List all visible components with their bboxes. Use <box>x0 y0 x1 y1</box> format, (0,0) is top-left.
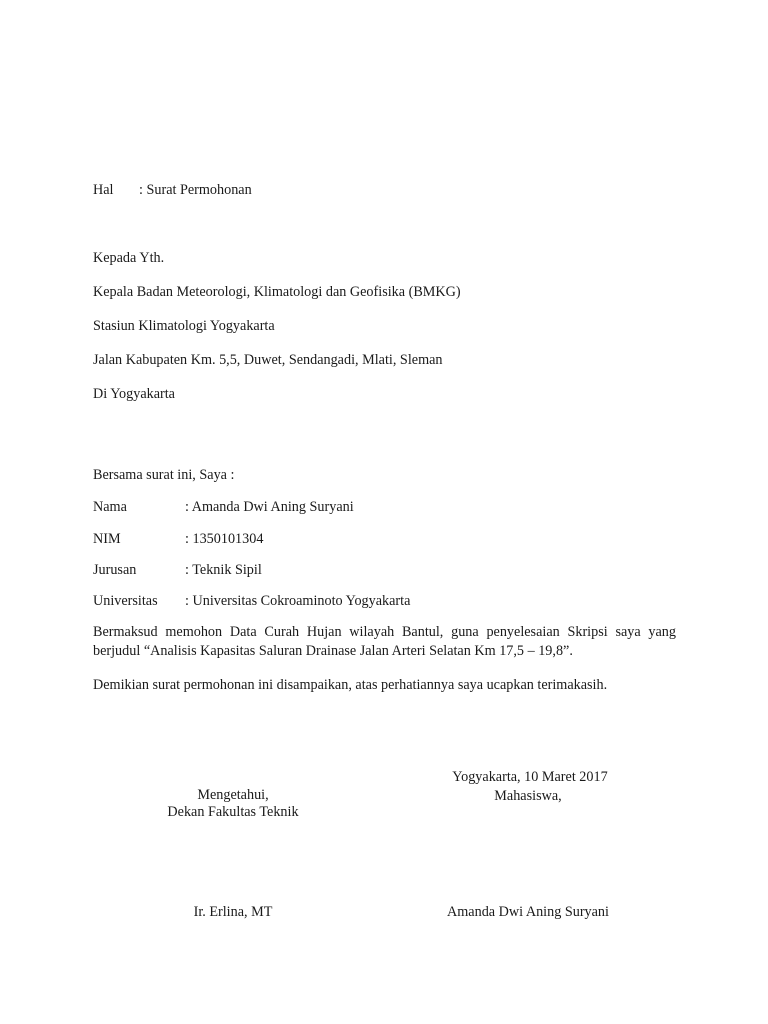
request-paragraph: Bermaksud memohon Data Curah Hujan wilayah Bantul, guna penyelesaian Skripsi saya yang berjudul “Analisis Kapasitas Saluran Drainase Jalan Arteri Selatan Km 17,5 – 19,8”. <box>93 624 676 659</box>
right-signature-line1: Mahasiswa, <box>494 788 562 804</box>
recipient-line: Stasiun Klimatologi Yogyakarta <box>93 318 275 334</box>
field-row-universitas <box>93 592 410 610</box>
field-label: Universitas <box>93 593 158 609</box>
field-value: : 1350101304 <box>185 531 264 547</box>
subject-line <box>93 181 252 199</box>
recipient-line: Kepala Badan Meteorologi, Klimatologi dan Geofisika (BMKG) <box>93 284 461 300</box>
field-value: : Universitas Cokroaminoto Yogyakarta <box>185 593 411 609</box>
subject-value: : Surat Permohonan <box>139 182 252 198</box>
place-date: Yogyakarta, 10 Maret 2017 <box>452 769 608 785</box>
closing-paragraph: Demikian surat permohonan ini disampaikan, atas perhatiannya saya ucapkan terimakasih. <box>93 677 608 693</box>
left-signature-title: Dekan Fakultas Teknik <box>167 804 299 820</box>
left-signature-line1: Mengetahui, <box>197 787 269 803</box>
subject-label: Hal <box>93 182 114 198</box>
recipient-line: Di Yogyakarta <box>93 386 175 402</box>
field-label: Jurusan <box>93 562 137 578</box>
right-signatory-name: Amanda Dwi Aning Suryani <box>447 904 609 920</box>
recipient-greeting: Kepada Yth. <box>93 250 165 266</box>
left-signatory-name: Ir. Erlina, MT <box>193 904 273 920</box>
field-value: : Amanda Dwi Aning Suryani <box>185 499 354 515</box>
field-row-jurusan <box>93 561 262 579</box>
field-value: : Teknik Sipil <box>185 562 262 578</box>
body-intro: Bersama surat ini, Saya : <box>93 467 235 483</box>
field-row-nama <box>93 498 354 516</box>
recipient-line: Jalan Kabupaten Km. 5,5, Duwet, Sendangadi, Mlati, Sleman <box>93 352 443 368</box>
field-label: NIM <box>93 531 121 547</box>
field-label: Nama <box>93 499 127 515</box>
field-row-nim <box>93 530 263 548</box>
